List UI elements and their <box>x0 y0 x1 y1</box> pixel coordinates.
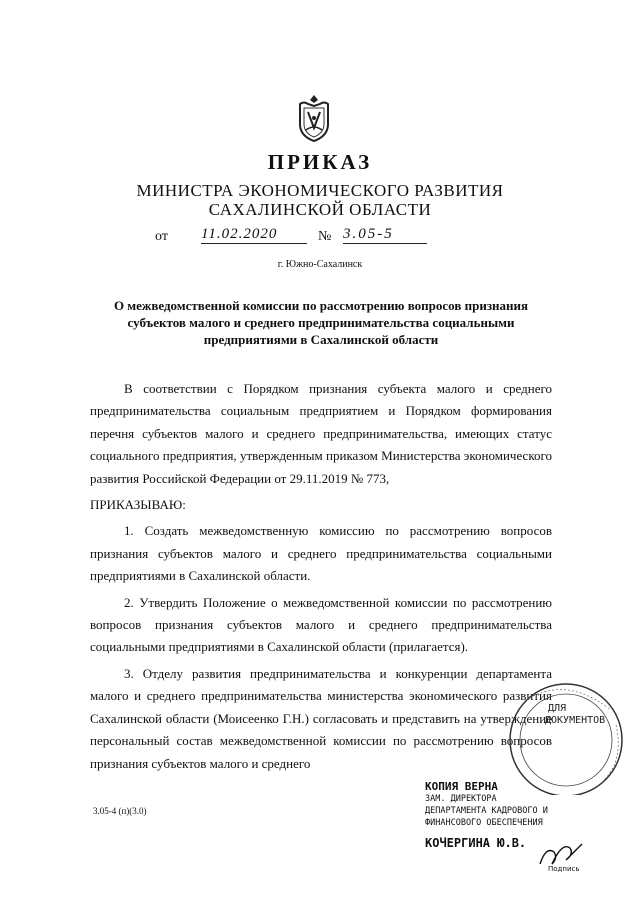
order-item-1: 1. Создать межведомственную комиссию по рассмотрению вопросов признания субъектов малого и среднего предпринимательства социальными предприятиями в Сахалинской области. <box>90 523 552 584</box>
document-number: 3.05-5 <box>343 226 427 244</box>
city-line: г. Южно-Сахалинск <box>277 259 363 270</box>
signer-position-line-3: ФИНАНСОВОГО ОБЕСПЕЧЕНИЯ <box>425 818 543 828</box>
copy-certified-text: КОПИЯ ВЕРНА <box>425 780 498 793</box>
document-body <box>90 378 552 779</box>
coat-of-arms-emblem <box>294 94 334 142</box>
signature-label: Подпись <box>548 865 580 873</box>
round-seal-stamp <box>486 680 628 795</box>
number-prefix: № <box>318 229 332 244</box>
stamp-text-line-1: ДЛЯ <box>548 703 567 714</box>
document-title: ПРИКАЗ <box>267 150 373 174</box>
orders-heading: ПРИКАЗЫВАЮ: <box>90 497 186 513</box>
issuer-line-1: МИНИСТРА ЭКОНОМИЧЕСКОГО РАЗВИТИЯ <box>136 181 504 200</box>
footer-code: 3.05-4 (п)(3.0) <box>93 806 147 816</box>
document-subject: О межведомственной комиссии по рассмотрению вопросов признания субъектов малого и среднего предпринимательства социальными предприятиями в Сахалинской области <box>113 298 529 347</box>
date-prefix: от <box>155 229 168 244</box>
issuer-line-2: САХАЛИНСКОЙ ОБЛАСТИ <box>208 200 432 219</box>
signer-name: КОЧЕРГИНА Ю.В. <box>425 836 527 850</box>
signer-position-line-1: ЗАМ. ДИРЕКТОРА <box>425 794 497 804</box>
stamp-text-line-2: ДОКУМЕНТОВ <box>545 715 606 726</box>
preamble-paragraph: В соответствии с Порядком признания субъекта малого и среднего предпринимательства социальным предприятием и Порядком формирования перечня субъектов малого и среднего предпринимательства, имеющих статус социального предприятия, утвержденным приказом Министерства экономического развития Российской Федерации от 29.11.2019 № 773, <box>90 381 552 486</box>
order-item-2: 2. Утвердить Положение о межведомственной комиссии по рассмотрению вопросов признания субъектов малого и среднего предпринимательства социальными предприятиями в Сахалинской области (прилагается). <box>90 594 552 655</box>
signer-position-line-2: ДЕПАРТАМЕНТА КАДРОВОГО И <box>425 806 548 816</box>
document-date: 11.02.2020 <box>201 226 307 244</box>
order-item-3: 3. Отделу развития предпринимательства и конкуренции департамента малого и среднего предпринимательства министерства экономического развития Сахалинской области (Моисеенко Г.Н.) согласовать и представить на утверждение персональный состав межведомственной комиссии по рассмотрению вопросов признания субъектов малого и среднего <box>90 665 552 771</box>
